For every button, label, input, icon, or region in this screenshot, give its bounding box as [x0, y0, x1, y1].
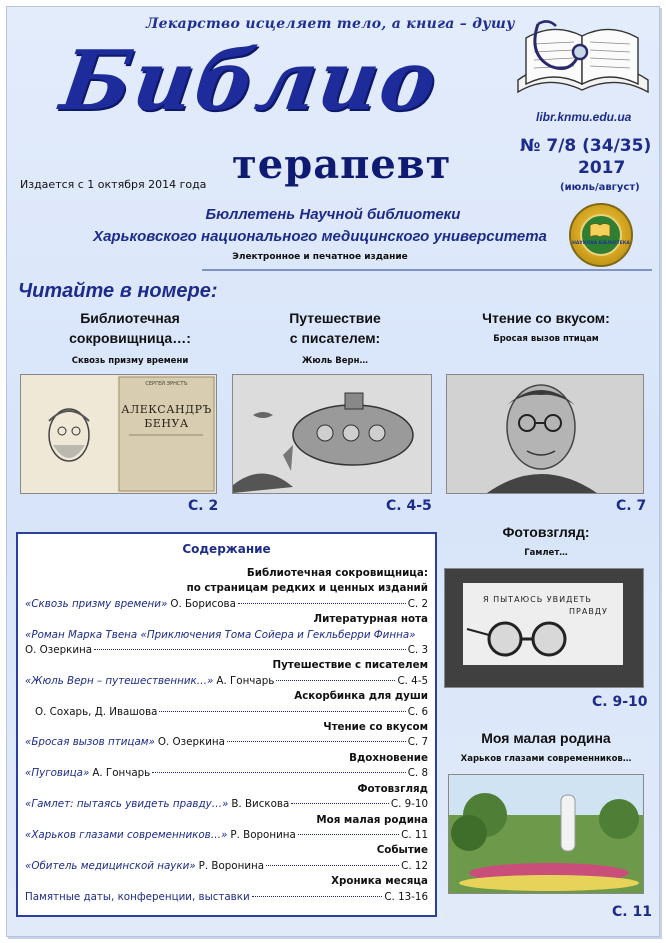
- motto: Лекарство исцеляет тело, а книга – душу: [146, 16, 515, 32]
- masthead-title: Библио: [55, 33, 444, 129]
- toc-entry-author: О. Борисова: [170, 597, 236, 610]
- toc-entry-title: «Роман Марка Твена «Приключения Тома Сойера и Гекльберри Финна»: [25, 628, 416, 641]
- toc-section-head: Вдохновение: [349, 751, 428, 764]
- issue-year: 2017: [578, 158, 626, 178]
- feature-title-photoview: Фотовзгляд:: [502, 524, 590, 540]
- feature-subtitle: Сквозь призму времени: [71, 356, 189, 366]
- toc-entry-title: «Бросая вызов птицам»: [25, 736, 155, 749]
- toc-entry[interactable]: [25, 797, 428, 812]
- header-divider: [202, 269, 652, 271]
- toc-entry-author: А. Гончарь: [216, 674, 275, 687]
- bulletin-line-1: Бюллетень Научной библиотеки: [205, 206, 461, 223]
- feature-title-line: сокровищница…:: [69, 330, 191, 346]
- toc-entry-title: «Жюль Верн – путешественник…»: [25, 674, 214, 687]
- toc-entry-title: «Сквозь призму времени»: [25, 597, 168, 610]
- edition-note: Электронное и печатное издание: [232, 252, 408, 262]
- feature-page-ref: С. 4-5: [386, 498, 432, 514]
- feature-subtitle: Бросая вызов птицам: [493, 334, 599, 344]
- toc-section-head: Чтение со вкусом: [323, 721, 428, 734]
- portrait-sketch-icon: [21, 375, 216, 493]
- feature-photo-submarine[interactable]: [232, 374, 432, 494]
- toc-entry-title: Памятные даты, конференции, выставки: [25, 890, 250, 903]
- toc-entry-author: Р. Воронина: [198, 859, 265, 872]
- published-since: Издается с 1 октября 2014 года: [20, 178, 207, 191]
- toc-entry[interactable]: [25, 766, 428, 781]
- feature-title-travel: [240, 308, 430, 348]
- feature-photo-glasses[interactable]: [444, 568, 644, 688]
- feature-title-line: Путешествие: [289, 310, 381, 326]
- website-link[interactable]: libr.knmu.edu.ua: [536, 110, 632, 124]
- feature-title-line: с писателем:: [289, 330, 381, 346]
- toc-entry-continued[interactable]: [25, 643, 428, 658]
- sign-text-2: ПРАВДУ: [569, 607, 608, 616]
- features-heading: Читайте в номере:: [18, 280, 218, 302]
- feature-subtitle: Харьков глазами современников…: [460, 754, 632, 764]
- toc-entry[interactable]: [25, 628, 428, 643]
- glasses-sign-icon: [445, 569, 643, 687]
- toc-entry-author: О. Озеркина: [25, 644, 93, 657]
- feature-page-ref: С. 9-10: [592, 694, 648, 710]
- toc-entry-title: «Пуговица»: [25, 767, 90, 780]
- feature-photo-portrait[interactable]: [446, 374, 644, 494]
- toc-entry[interactable]: [25, 859, 428, 874]
- issue-months: (июль/август): [560, 182, 640, 193]
- open-book-stethoscope-illustration: [508, 14, 656, 102]
- toc-entry-page: С. 11: [401, 828, 428, 841]
- toc-section-head: Фотовзгляд: [357, 782, 428, 795]
- feature-subtitle: Жюль Верн…: [302, 356, 368, 366]
- toc-entry-author: В. Вискова: [231, 798, 290, 811]
- book-cover-title-1: АЛЕКСАНДРЪ: [121, 403, 212, 416]
- toc-entry-author: А. Гончарь: [92, 767, 151, 780]
- toc-entry-author: О. Озеркина: [157, 736, 225, 749]
- feature-page-ref: С. 11: [612, 904, 652, 920]
- toc-entry[interactable]: [25, 705, 428, 720]
- masthead-subtitle: терапевт: [232, 141, 452, 188]
- toc-section-head: Аскорбинка для души: [294, 690, 428, 703]
- toc-entry-title: «Гамлет: пытаясь увидеть правду…»: [25, 798, 229, 811]
- toc-entry-page: С. 6: [407, 705, 428, 718]
- toc-section-head: по страницам редких и ценных изданий: [186, 582, 428, 595]
- toc-entry[interactable]: [25, 597, 428, 612]
- toc-entry[interactable]: [25, 890, 428, 905]
- feature-title-line: Библиотечная: [80, 310, 180, 326]
- feature-photo-book[interactable]: [20, 374, 217, 494]
- toc-section-head: Литературная нота: [313, 613, 428, 626]
- bulletin-line-2: Харьковского национального медицинского университета: [93, 228, 547, 245]
- book-cover-author: СЕРГЕЙ ЭРНСТЪ: [145, 381, 188, 387]
- toc-section-head: Путешествие с писателем: [272, 659, 428, 672]
- toc-entry-author: Р. Воронина: [230, 828, 296, 841]
- toc-entry[interactable]: [25, 828, 428, 843]
- toc-entry-page: С. 9-10: [390, 798, 428, 811]
- park-monument-icon: [449, 775, 643, 893]
- toc-entry[interactable]: [25, 735, 428, 750]
- toc-entry-title: «Харьков глазами современников…»: [25, 828, 228, 841]
- issue-number: № 7/8 (34/35): [520, 136, 652, 156]
- feature-title-treasury: [40, 308, 220, 348]
- toc-entry-page: С. 7: [407, 736, 428, 749]
- table-of-contents: [16, 532, 437, 917]
- feature-page-ref: С. 2: [188, 498, 219, 514]
- toc-entry[interactable]: [25, 674, 428, 689]
- feature-title-reading: Чтение со вкусом:: [482, 310, 610, 326]
- book-cover-title-2: БЕНУА: [144, 417, 189, 430]
- toc-section-head: Моя малая родина: [316, 813, 428, 826]
- toc-entry-page: С. 12: [401, 859, 428, 872]
- toc-entry-page: С. 8: [407, 767, 428, 780]
- toc-entry-page: С. 2: [407, 597, 428, 610]
- toc-section-head: Хроника месяца: [331, 875, 428, 888]
- toc-entry-page: С. 13-16: [384, 890, 428, 903]
- toc-entry-page: С. 4-5: [397, 674, 428, 687]
- toc-title: Содержание: [182, 542, 271, 556]
- feature-photo-kharkiv[interactable]: [448, 774, 644, 894]
- feature-title-homeland: Моя малая родина: [481, 730, 611, 746]
- feature-subtitle: Гамлет…: [524, 548, 568, 558]
- toc-entry-title: «Обитель медицинской науки»: [25, 859, 196, 872]
- toc-entry-page: С. 3: [407, 644, 428, 657]
- toc-section-head: Библиотечная сокровищница:: [246, 567, 428, 579]
- submarine-engraving-icon: [233, 375, 431, 493]
- writer-portrait-icon: [447, 375, 643, 493]
- toc-entry-author: О. Сохарь, Д. Ивашова: [35, 705, 158, 718]
- feature-page-ref: С. 7: [616, 498, 647, 514]
- toc-section-head: Событие: [376, 844, 428, 857]
- toc-list: [25, 566, 428, 905]
- sign-text-1: Я ПЫТАЮСЬ УВИДЕТЬ: [483, 595, 592, 604]
- seal-text: НАУКОВА БІБЛІОТЕКА: [572, 241, 630, 246]
